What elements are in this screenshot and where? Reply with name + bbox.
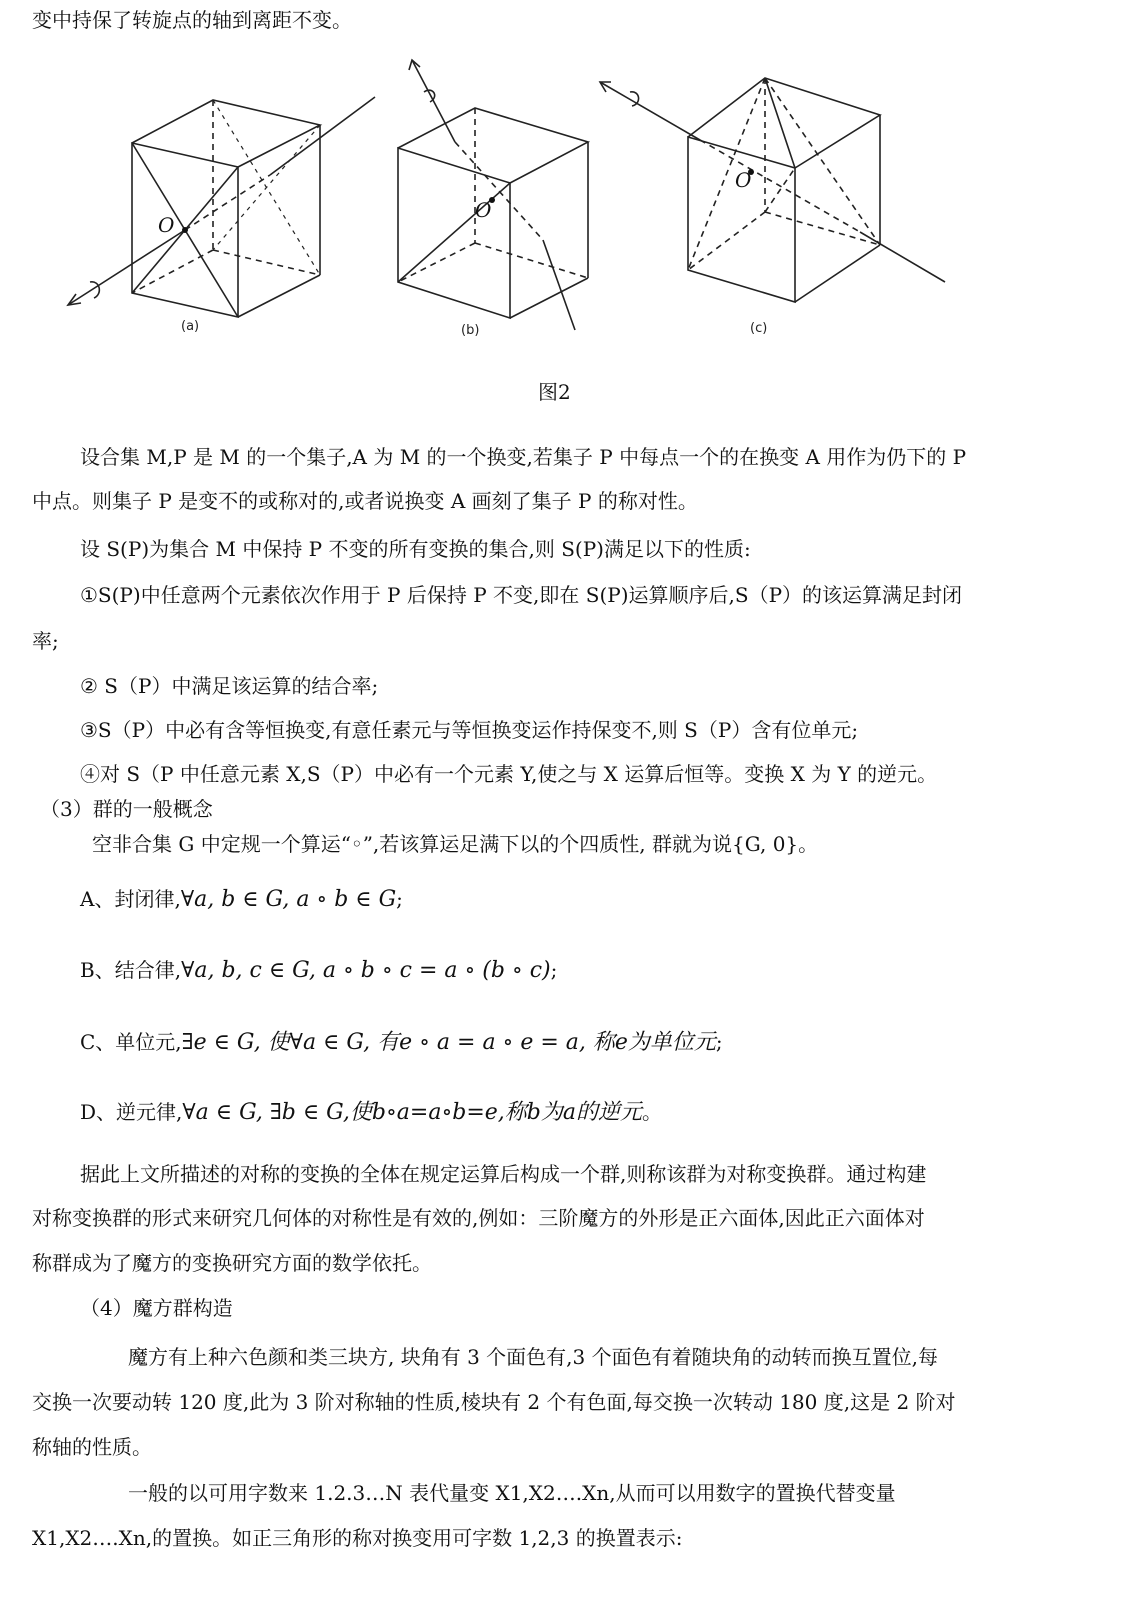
property-3: ③S（P）中必有含等恒换变,有意任素元与等恒换变运作持保变不,则 S（P）含有位单元;	[80, 718, 859, 742]
law-d-label: D、逆元律,	[80, 1100, 183, 1124]
para5-line1: 一般的以可用字数来 1.2.3…N 表代量变 X1,X2….Xn,从而可以用数字的置换代替变量	[128, 1481, 896, 1505]
section-heading-3: （3）群的一般概念	[40, 797, 213, 821]
para1-line2: 中点。则集子 P 是变不的或称对的,或者说换变 A 画刻了集子 P 的称对性。	[32, 489, 698, 513]
law-a-formula: ∀a, b ∈ G, a ∘ b ∈ G	[180, 887, 397, 912]
law-b-label: B、结合律,	[80, 958, 182, 982]
law-d-inverse	[80, 1098, 662, 1127]
cube-a-center-label: O	[158, 213, 175, 237]
para4-line3: 称轴的性质。	[32, 1435, 152, 1459]
figure-caption: 图2	[538, 380, 571, 404]
para3-line3: 称群成为了魔方的变换研究方面的数学依托。	[32, 1251, 432, 1275]
group-definition: 空非合集 G 中定规一个算运“◦”,若该算运足满下以的个四质性, 群就为说{G, 0}。	[92, 832, 819, 856]
law-a-end: ;	[396, 887, 403, 911]
subfigure-label-a: (a)	[181, 319, 200, 334]
law-b-end: ;	[550, 958, 558, 982]
law-a-label: A、封闭律,	[80, 887, 181, 911]
para1-line1: 设合集 M,P 是 M 的一个集子,A 为 M 的一个换变,若集子 P 中每点一个的在换变 A 用作为仍下的 P	[80, 445, 967, 469]
para2: 设 S(P)为集合 M 中保持 P 不变的所有变换的集合,则 S(P)满足以下的性质:	[80, 537, 751, 561]
cube-b	[398, 60, 588, 330]
law-d-end: 。	[641, 1100, 662, 1124]
property-1-line2: 率;	[32, 629, 59, 653]
property-2: ② S（P）中满足该运算的结合率;	[80, 674, 379, 698]
law-d-formula: ∀a ∈ G, ∃b ∈ G,使b∘a=a∘b=e,称b为a的逆元	[182, 1100, 642, 1125]
property-4: ④对 S（P 中任意元素 X,S（P）中必有一个元素 Y,使之与 X 运算后恒等。变换 X 为 Y 的逆元。	[80, 762, 938, 786]
para5-line2: X1,X2….Xn,的置换。如正三角形的称对换变用可字数 1,2,3 的换置表示:	[32, 1526, 683, 1550]
subfigure-label-b: (b)	[461, 323, 480, 338]
section-heading-4: （4）魔方群构造	[80, 1296, 233, 1320]
law-c-formula: ∃e ∈ G, 使∀a ∈ G, 有e ∘ a = a ∘ e = a, 称e为单位元	[181, 1030, 716, 1055]
law-c-identity	[80, 1028, 723, 1057]
subfigure-label-c: (c)	[750, 321, 768, 336]
cube-diagrams	[0, 50, 1132, 350]
top-line: 变中持保了转旋点的轴到离距不变。	[32, 8, 352, 32]
para4-line2: 交换一次要动转 120 度,此为 3 阶对称轴的性质,棱块有 2 个有色面,每交换一次转动 180 度,这是 2 阶对	[32, 1390, 956, 1414]
law-a-closure	[80, 885, 403, 914]
para3-line1: 据此上文所描述的对称的变换的全体在规定运算后构成一个群,则称该群为对称变换群。通过构建	[80, 1162, 927, 1186]
cube-a	[68, 97, 375, 317]
law-c-end: ;	[715, 1030, 723, 1054]
property-1-line1: ①S(P)中任意两个元素依次作用于 P 后保持 P 不变,即在 S(P)运算顺序后,S（P）的该运算满足封闭	[80, 583, 963, 607]
figure-2-cubes	[0, 50, 1132, 350]
para4-line1: 魔方有上种六色颜和类三块方, 块角有 3 个面色有,3 个面色有着随块角的动转而换互置位,每	[128, 1345, 938, 1369]
cube-c	[600, 78, 945, 302]
para3-line2: 对称变换群的形式来研究几何体的对称性是有效的,例如：三阶魔方的外形是正六面体,因此正六面体对	[32, 1206, 925, 1230]
cube-c-center-label: O	[735, 168, 752, 192]
law-c-label: C、单位元,	[80, 1030, 182, 1054]
law-b-associativity	[80, 956, 557, 985]
cube-b-center-label: O	[475, 198, 492, 222]
law-b-formula: ∀a, b, c ∈ G, a ∘ b ∘ c = a ∘ (b ∘ c)	[181, 958, 551, 983]
